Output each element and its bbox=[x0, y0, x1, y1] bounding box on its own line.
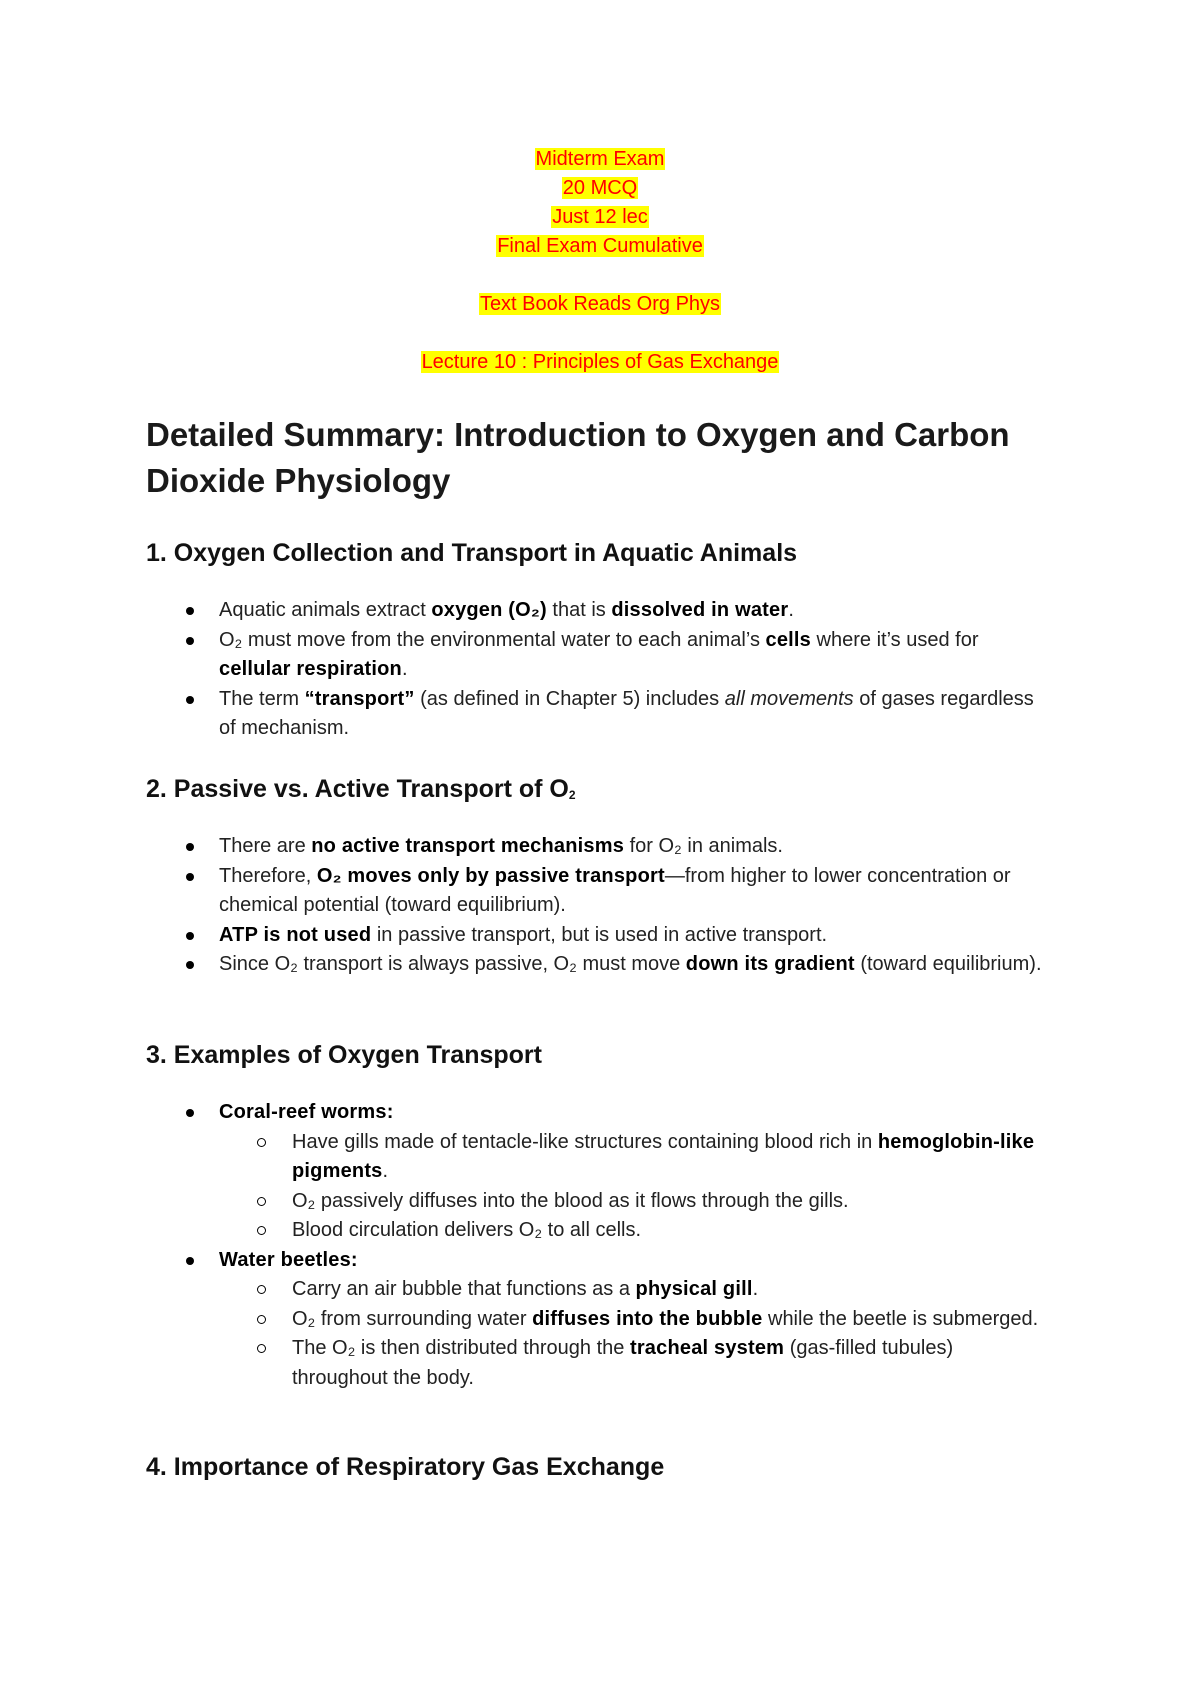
list-item: Aquatic animals extract oxygen (O₂) that is dissolved in water. bbox=[146, 596, 1046, 626]
bullet-icon bbox=[186, 607, 194, 615]
bullet-icon bbox=[186, 696, 194, 704]
list-item: The term “transport” (as defined in Chapter 5) includes all movements of gases regardless of mechanism. bbox=[146, 685, 1046, 744]
hollow-bullet-icon bbox=[257, 1315, 266, 1324]
hollow-bullet-icon bbox=[257, 1197, 266, 1206]
bullet-icon bbox=[186, 873, 194, 881]
section-1-list bbox=[146, 596, 1046, 744]
header-line-lectures: Just 12 lec bbox=[552, 206, 648, 228]
bullet-icon bbox=[186, 1257, 194, 1265]
section-4-heading: 4. Importance of Respiratory Gas Exchange bbox=[146, 1453, 665, 1481]
sublist-item: The O₂ is then distributed through the tracheal system (gas-filled tubules) throughout the body. bbox=[219, 1334, 1046, 1393]
list-item: Therefore, O₂ moves only by passive transport—from higher to lower concentration or chemical potential (toward equilibrium). bbox=[146, 862, 1046, 921]
page-title: Detailed Summary: Introduction to Oxygen and Carbon Dioxide Physiology bbox=[146, 416, 1010, 499]
bullet-icon bbox=[186, 1109, 194, 1117]
sublist-item: O₂ passively diffuses into the blood as it flows through the gills. bbox=[219, 1187, 1046, 1217]
sublist-item: O₂ from surrounding water diffuses into the bubble while the beetle is submerged. bbox=[219, 1305, 1046, 1335]
bullet-icon bbox=[186, 961, 194, 969]
coral-sublist bbox=[219, 1128, 1046, 1246]
sublist-item: Blood circulation delivers O₂ to all cells. bbox=[219, 1216, 1046, 1246]
exam-info-header bbox=[0, 145, 1200, 377]
header-line-textbook: Text Book Reads Org Phys bbox=[479, 293, 721, 315]
header-line-mcq: 20 MCQ bbox=[562, 177, 638, 199]
section-1-heading: 1. Oxygen Collection and Transport in Aquatic Animals bbox=[146, 539, 798, 567]
sublist-item: Carry an air bubble that functions as a physical gill. bbox=[219, 1275, 1046, 1305]
hollow-bullet-icon bbox=[257, 1285, 266, 1294]
beetle-sublist bbox=[219, 1275, 1046, 1393]
header-line-final: Final Exam Cumulative bbox=[497, 235, 703, 257]
list-item: There are no active transport mechanisms for O₂ in animals. bbox=[146, 832, 1046, 862]
list-item: O₂ must move from the environmental water to each animal’s cells where it’s used for cellular respiration. bbox=[146, 626, 1046, 685]
section-3-heading: 3. Examples of Oxygen Transport bbox=[146, 1041, 542, 1069]
hollow-bullet-icon bbox=[257, 1138, 266, 1147]
sublist-item: Have gills made of tentacle-like structures containing blood rich in hemoglobin-like pigments. bbox=[219, 1128, 1046, 1187]
bullet-icon bbox=[186, 932, 194, 940]
hollow-bullet-icon bbox=[257, 1226, 266, 1235]
section-2-heading: 2. Passive vs. Active Transport of $O_2$ bbox=[146, 775, 576, 803]
hollow-bullet-icon bbox=[257, 1344, 266, 1353]
list-item-coral-reef-worms: Coral-reef worms: Have gills made of tentacle-like structures containing blood rich in hemoglobin-like pigments. O₂ passively diffuses into the blood as it flows through the gills. Blood circulation delivers O₂ to all cells. bbox=[146, 1098, 1046, 1246]
section-3-list bbox=[146, 1098, 1046, 1393]
header-line-lecture-title: Lecture 10 : Principles of Gas Exchange bbox=[421, 351, 779, 373]
bullet-icon bbox=[186, 843, 194, 851]
header-line-midterm: Midterm Exam bbox=[535, 148, 665, 170]
bullet-icon bbox=[186, 637, 194, 645]
section-2-list bbox=[146, 832, 1046, 980]
list-item-water-beetles: Water beetles: Carry an air bubble that functions as a physical gill. O₂ from surrounding water diffuses into the bubble while the beetle is submerged. The O₂ is then distributed through the tracheal system (gas-filled tubules) throughout the body. bbox=[146, 1246, 1046, 1394]
list-item: Since O₂ transport is always passive, O₂ must move down its gradient (toward equilibrium). bbox=[146, 950, 1046, 980]
list-item: ATP is not used in passive transport, but is used in active transport. bbox=[146, 921, 1046, 951]
